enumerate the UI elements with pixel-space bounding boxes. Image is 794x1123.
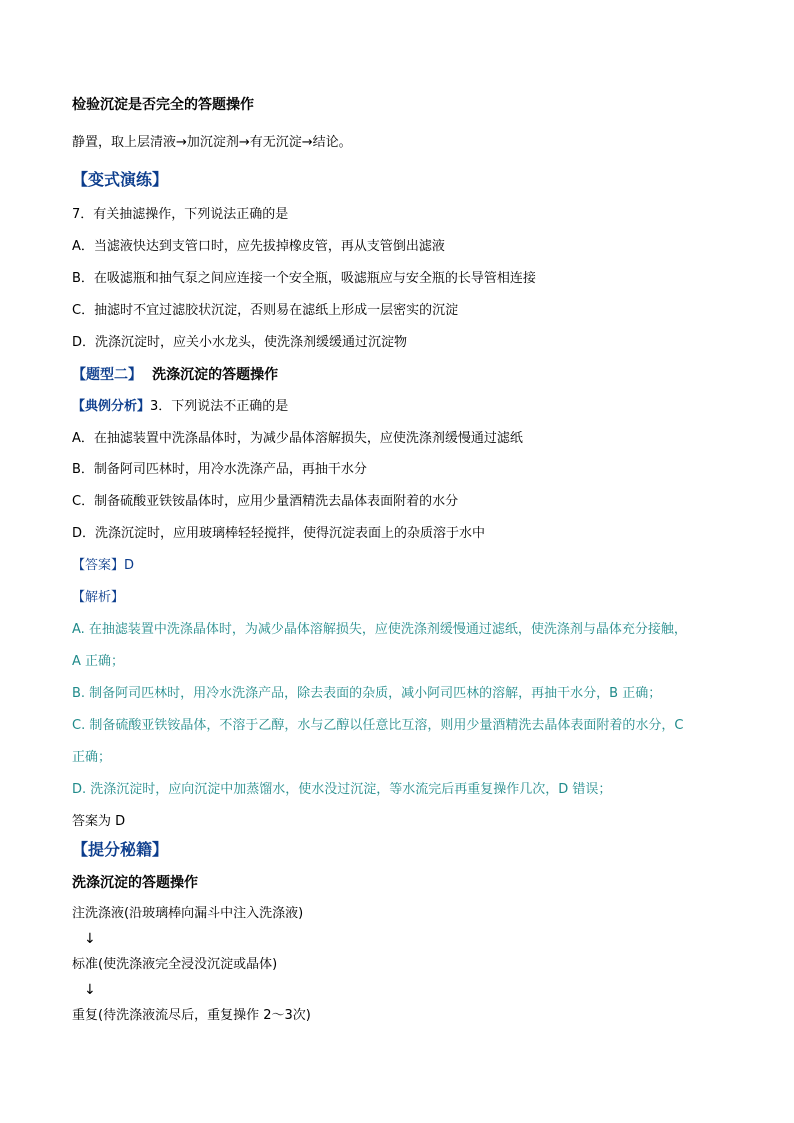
variant-option-a: A．当滤液快达到支管口时，应先拔掉橡皮管，再从支管倒出滤液 bbox=[72, 239, 445, 254]
down-arrow-icon: ↓ bbox=[84, 982, 96, 998]
analysis-line-1: A. 在抽滤装置中洗涤晶体时，为减少晶体溶解损失，应使洗涤剂缓慢通过滤纸，使洗涤剂与晶体充分接触， bbox=[72, 622, 687, 637]
example-option-b: B．制备阿司匹林时，用冷水洗涤产品，再抽干水分 bbox=[72, 462, 367, 477]
question-type-label: 【题型二】 bbox=[72, 367, 142, 383]
question-type-2-heading bbox=[72, 366, 278, 385]
answer-conclusion: 答案为 D bbox=[72, 814, 126, 829]
analysis-label: 【解析】 bbox=[72, 590, 125, 605]
tips-step-3: 重复(待洗涤液流尽后，重复操作 2～3次) bbox=[72, 1008, 311, 1023]
tips-header: 【提分秘籍】 bbox=[72, 840, 169, 859]
answer-value: D bbox=[124, 558, 135, 573]
example-question-line bbox=[72, 398, 288, 416]
variant-option-b: B．在吸滤瓶和抽气泵之间应连接一个安全瓶，吸滤瓶应与安全瓶的长导管相连接 bbox=[72, 271, 536, 286]
answer-label: 【答案】 bbox=[72, 558, 125, 573]
example-question: 3．下列说法不正确的是 bbox=[150, 399, 289, 414]
analysis-line-6: D. 洗涤沉淀时，应向沉淀中加蒸馏水，使水没过沉淀，等水流完后再重复操作几次，D 错误； bbox=[72, 782, 612, 797]
tips-step-1: 注洗涤液(沿玻璃棒向漏斗中注入洗涤液) bbox=[72, 906, 304, 921]
tips-step-2: 标准(使洗涤液完全浸没沉淀或晶体) bbox=[72, 957, 278, 972]
variant-practice-header: 【变式演练】 bbox=[72, 170, 169, 189]
analysis-line-3: B. 制备阿司匹林时，用冷水洗涤产品，除去表面的杂质，减小阿司匹林的溶解，再抽干水分，B 正确； bbox=[72, 686, 662, 701]
variant-option-d: D．洗涤沉淀时，应关小水龙头，使洗涤剂缓缓通过沉淀物 bbox=[72, 335, 408, 350]
analysis-line-5: 正确； bbox=[72, 750, 112, 765]
example-analysis-label: 【典例分析】 bbox=[72, 399, 151, 414]
variant-question: 7．有关抽滤操作，下列说法正确的是 bbox=[72, 207, 289, 222]
variant-option-c: C．抽滤时不宜过滤胶状沉淀，否则易在滤纸上形成一层密实的沉淀 bbox=[72, 303, 459, 318]
analysis-line-4: C. 制备硫酸亚铁铵晶体，不溶于乙醇，水与乙醇以任意比互溶，则用少量酒精洗去晶体表面附着的水分，C bbox=[72, 718, 684, 733]
precipitation-check-heading: 检验沉淀是否完全的答题操作 bbox=[72, 97, 254, 113]
precipitation-check-text: 静置，取上层清液→加沉淀剂→有无沉淀→结论。 bbox=[72, 135, 352, 150]
answer-line bbox=[72, 557, 134, 575]
tips-heading: 洗涤沉淀的答题操作 bbox=[72, 875, 198, 891]
down-arrow-icon: ↓ bbox=[84, 931, 96, 947]
example-option-a: A．在抽滤装置中洗涤晶体时，为减少晶体溶解损失，应使洗涤剂缓慢通过滤纸 bbox=[72, 431, 523, 446]
question-type-title: 洗涤沉淀的答题操作 bbox=[152, 367, 279, 383]
example-option-c: C．制备硫酸亚铁铵晶体时，应用少量酒精洗去晶体表面附着的水分 bbox=[72, 494, 459, 509]
example-option-d: D．洗涤沉淀时，应用玻璃棒轻轻搅拌，使得沉淀表面上的杂质溶于水中 bbox=[72, 526, 486, 541]
analysis-line-2: A 正确； bbox=[72, 654, 125, 669]
